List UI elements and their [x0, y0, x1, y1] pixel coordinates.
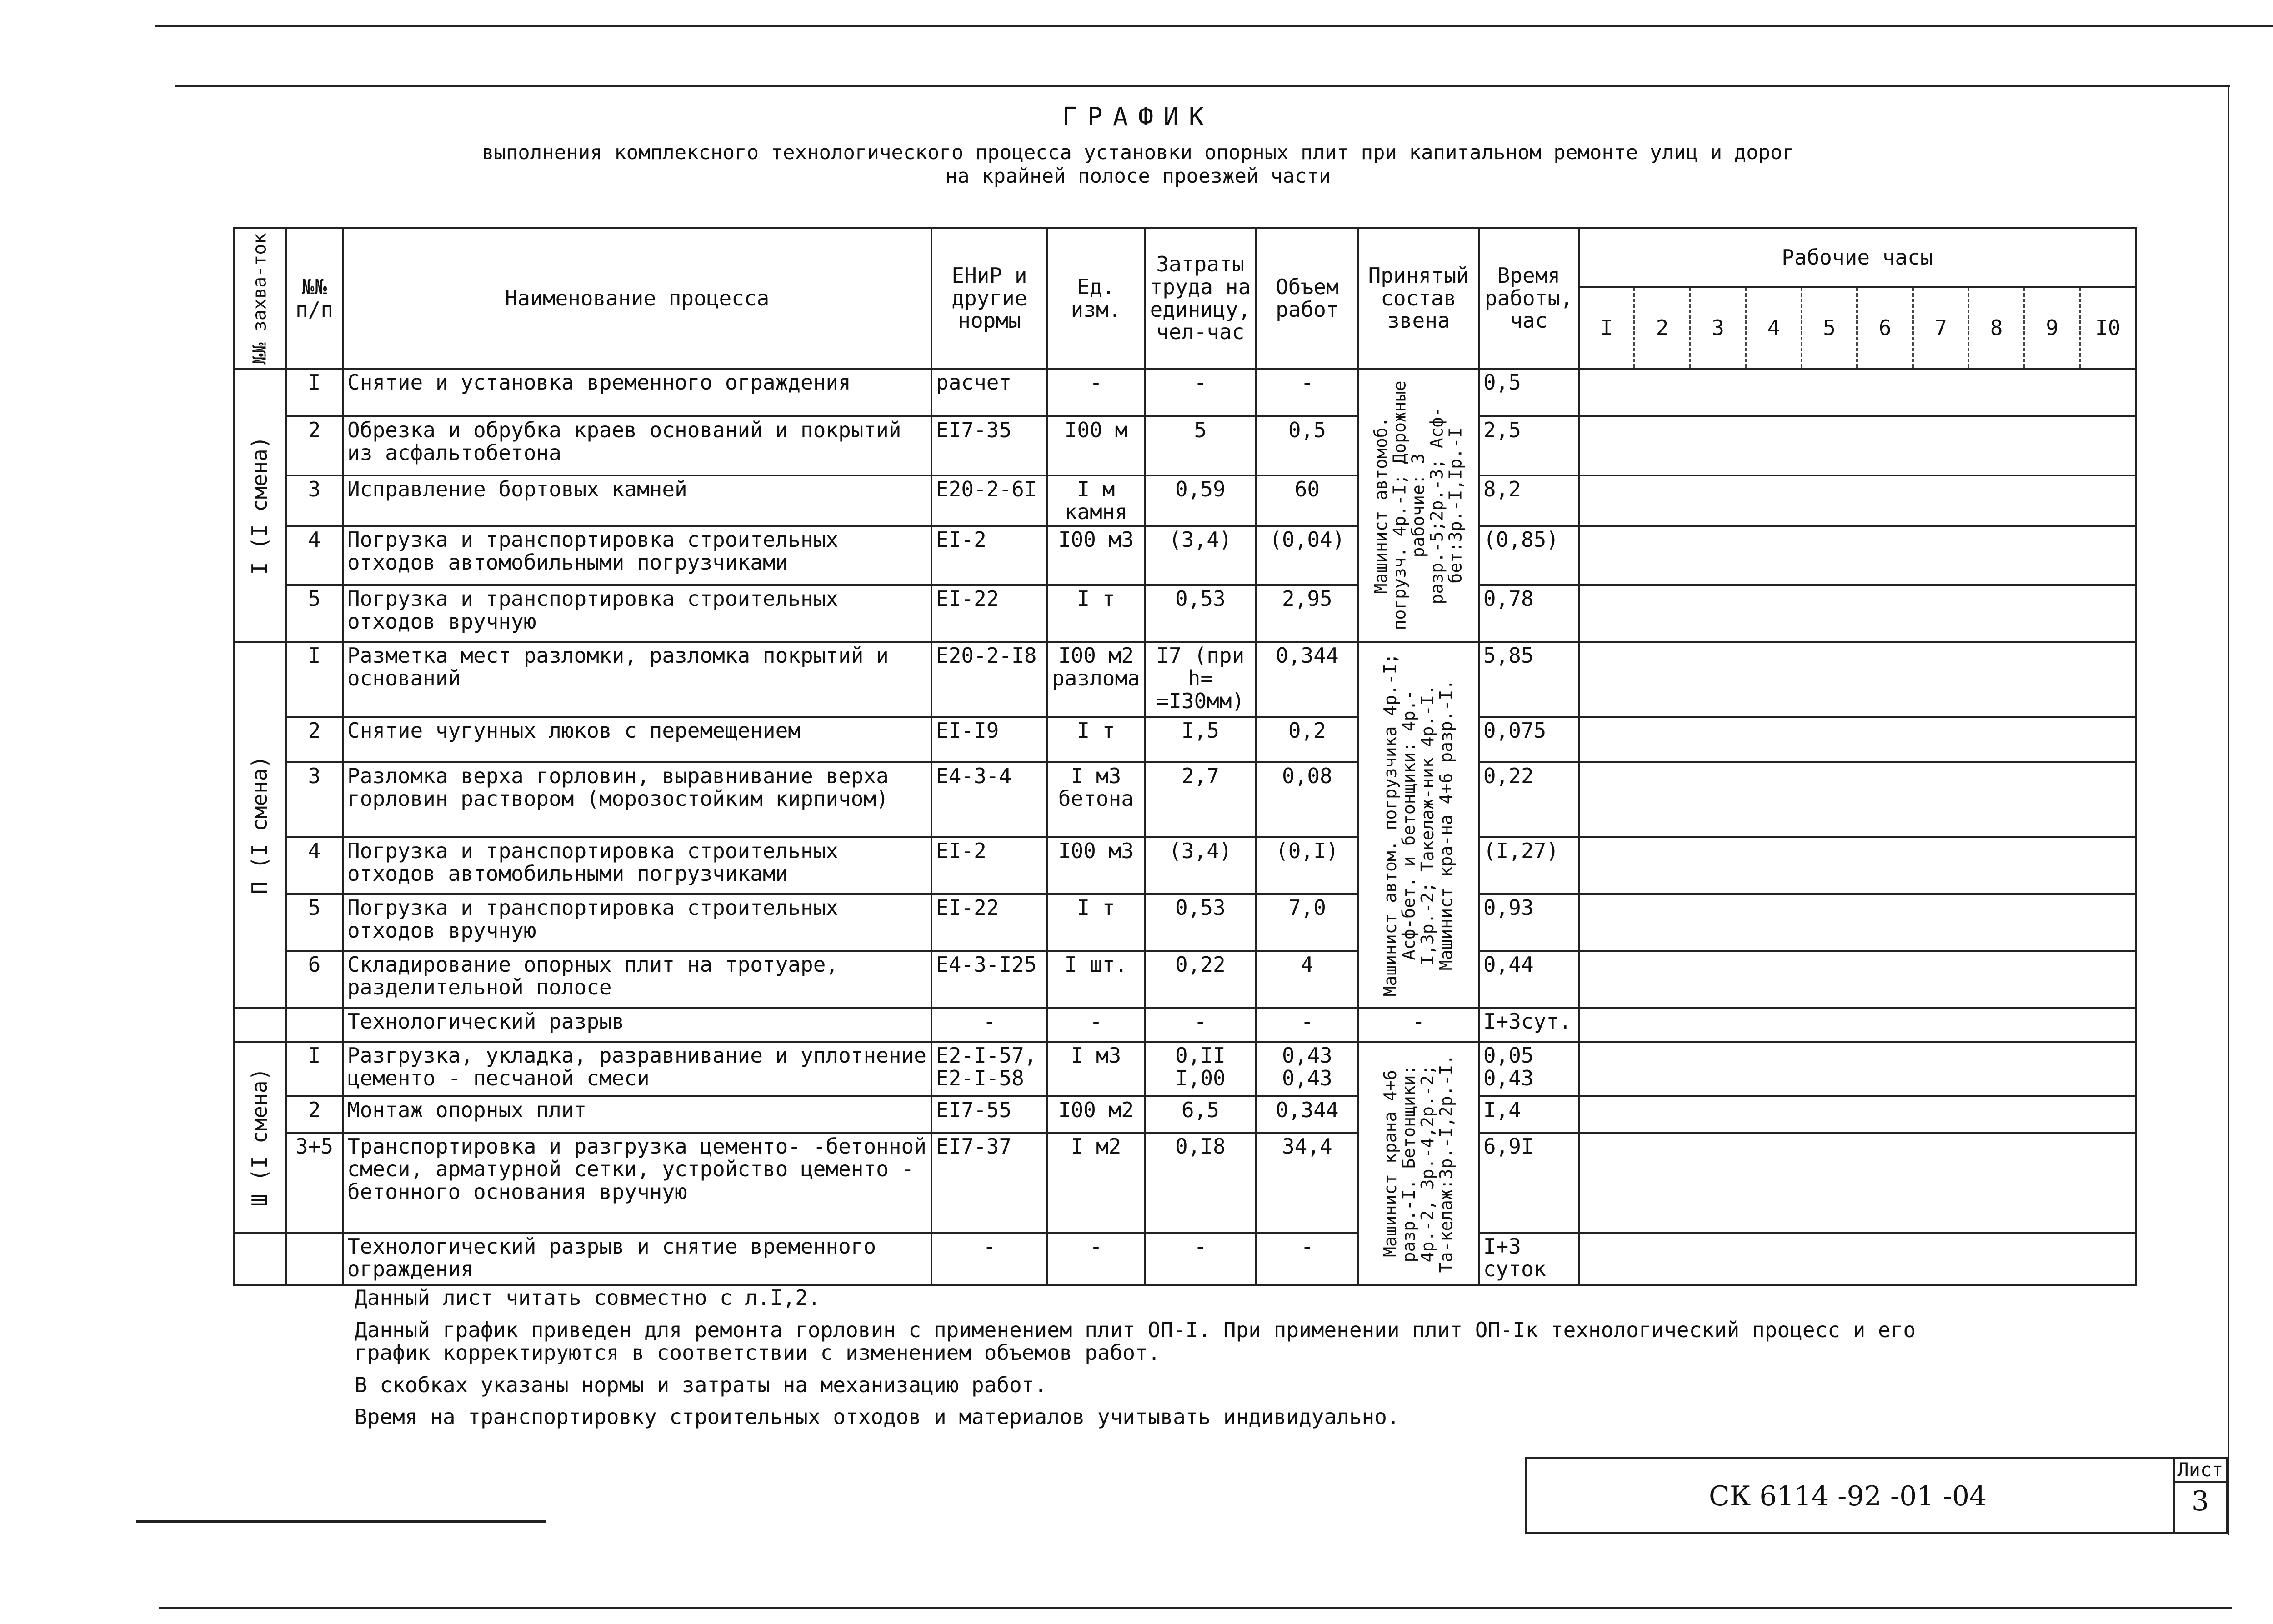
table-row: 3+5 Транспортировка и разгрузка цементо- -бетонной смеси, арматурной сетки, устройство цементо - бетонного основания вручную ЕI7-37 I м2 0,I8 34,4 6,9I	[234, 1133, 2136, 1233]
frame-top-rule	[175, 85, 2230, 87]
notes	[355, 1286, 1916, 1438]
note: Данный график приведен для ремонта горловин с применением плит ОП-I. При применении плит ОП-Iк технологический процесс и его график корректируются в соответствии с изменением объемов работ.	[355, 1317, 1916, 1365]
hours-title: Рабочие часы	[1580, 229, 2135, 288]
header-zahvatka: №№ захва-ток	[234, 228, 286, 369]
table-row: Ш (I смена) I Разгрузка, укладка, разравнивание и уплотнение цементо - песчаной смеси Е2-I-57, Е2-I-58 I м3 0,II I,00 0,43 0,43 Машинист крана 4+6 разр.-I. Бетонщики: 4р.-2, 3р.-4,2р.-2; Та-келаж:3р.-I,2р.-I. 0,05 0,43	[234, 1042, 2136, 1096]
header-crew: Принятый состав звена	[1358, 228, 1479, 369]
hour-2: 2	[1633, 288, 1689, 368]
sheet-box	[2173, 1457, 2228, 1534]
table-row: 4 Погрузка и транспортировка строительных отходов автомобильными погрузчиками ЕI-2 I00 м3 (3,4) (0,04) (0,85)	[234, 526, 2136, 585]
table-row: 5 Погрузка и транспортировка строительных отходов вручную ЕI-22 I т 0,53 2,95 0,78	[234, 585, 2136, 642]
note: Время на транспортировку строительных отходов и материалов учитывать индивидуально.	[355, 1404, 1400, 1429]
header-num: №№ п/п	[286, 228, 343, 369]
hour-8: 8	[1968, 288, 2023, 368]
hour-6: 6	[1856, 288, 1912, 368]
table-row: I (I смена) I Снятие и установка временного ограждения расчет - - - Машинист автомоб. погрузч. 4р.-I; Дорожные рабочие: 3 разр.-5;2р.-3; Асф-бет:3р.-I,Iр.-I 0,5	[234, 369, 2136, 416]
table-row: 2 Монтаж опорных плит ЕI7-55 I00 м2 6,5 0,344 I,4	[234, 1096, 2136, 1133]
title-block	[1525, 1457, 2175, 1534]
table-row: 2 Снятие чугунных люков с перемещением ЕI-I9 I т I,5 0,2 0,075	[234, 717, 2136, 762]
hour-9: 9	[2023, 288, 2079, 368]
schedule-table	[233, 227, 2137, 1286]
note: В скобках указаны нормы и затраты на механизацию работ.	[355, 1372, 1047, 1397]
hour-5: 5	[1801, 288, 1857, 368]
section-label: I (I смена)	[234, 369, 286, 642]
top-rule	[155, 25, 2273, 27]
table-row: 2 Обрезка и обрубка краев оснований и покрытий из асфальтобетона ЕI7-35 I00 м 5 0,5 2,5	[234, 416, 2136, 475]
table-row: 6 Складирование опорных плит на тротуаре, разделительной полосе Е4-3-I25 I шт. 0,22 4 0,44	[234, 951, 2136, 1008]
page-subtitle: выполнения комплексного технологического процесса установки опорных плит при капитальном ремонте улиц и дорог	[481, 141, 1795, 164]
bottom-rule	[159, 1607, 2232, 1609]
crew-composition: Машинист автом. погрузчика 4р.-I; Асф-бет. и бетонщики: 4р.-I,3р.-2; Такелаж-ник 4р.-I. Машинист кра-на 4+6 разр.-I.	[1358, 642, 1479, 1008]
sheet-label: Лист	[2175, 1459, 2226, 1483]
hour-4: 4	[1745, 288, 1801, 368]
table-row: 3 Разломка верха горловин, выравнивание верха горловин раствором (морозостойким кирпичом) Е4-3-4 I м3 бетона 2,7 0,08 0,22	[234, 762, 2136, 837]
table-row: Технологический разрыв - - - - - I+3сут.	[234, 1008, 2136, 1042]
header-unit: Ед. изм.	[1047, 228, 1145, 369]
hour-3: 3	[1689, 288, 1745, 368]
crew-composition: Машинист автомоб. погрузч. 4р.-I; Дорожные рабочие: 3 разр.-5;2р.-3; Асф-бет:3р.-I,Iр.-I	[1358, 369, 1479, 642]
frame-right-rule	[2228, 85, 2229, 1535]
table-row: 4 Погрузка и транспортировка строительных отходов автомобильными погрузчиками ЕI-2 I00 м3 (3,4) (0,I) (I,27)	[234, 837, 2136, 894]
header-hours	[1579, 228, 2136, 369]
hour-10: I0	[2079, 288, 2135, 368]
page-subtitle-2: на крайней полосе проезжей части	[945, 165, 1331, 188]
document-code: СК 6114 -92 -01 -04	[1709, 1480, 1987, 1512]
section-label: П (I смена)	[234, 642, 286, 1008]
header-time: Время работы, час	[1479, 228, 1579, 369]
page-title: ГРАФИК	[1062, 102, 1214, 132]
crew-composition: Машинист крана 4+6 разр.-I. Бетонщики: 4р.-2, 3р.-4,2р.-2; Та-келаж:3р.-I,2р.-I.	[1358, 1042, 1479, 1285]
table-row: П (I смена) I Разметка мест разломки, разломка покрытий и оснований Е20-2-I8 I00 м2 разлома I7 (при h= =I30мм) 0,344 Машинист автом. погрузчика 4р.-I; Асф-бет. и бетонщики: 4р.-I,3р.-2; Такелаж-ник 4р.-I. Машинист кра-на 4+6 разр.-I. 5,85	[234, 642, 2136, 717]
section-label: Ш (I смена)	[234, 1042, 286, 1233]
note: Данный лист читать совместно с л.I,2.	[355, 1285, 821, 1310]
bottom-left-stroke	[136, 1520, 546, 1523]
header-process: Наименование процесса	[343, 228, 931, 369]
hour-7: 7	[1912, 288, 1968, 368]
hour-1: I	[1600, 315, 1613, 340]
table-row: Технологический разрыв и снятие временного ограждения - - - - I+3 суток	[234, 1233, 2136, 1285]
header-labor: Затраты труда на единицу, чел-час	[1145, 228, 1256, 369]
table-row: 3 Исправление бортовых камней Е20-2-6I I м камня 0,59 60 8,2	[234, 475, 2136, 526]
header-volume: Объем работ	[1256, 228, 1358, 369]
sheet-number: 3	[2191, 1485, 2209, 1517]
table-row: 5 Погрузка и транспортировка строительных отходов вручную ЕI-22 I т 0,53 7,0 0,93	[234, 894, 2136, 951]
header-norms: ЕНиР и другие нормы	[931, 228, 1047, 369]
